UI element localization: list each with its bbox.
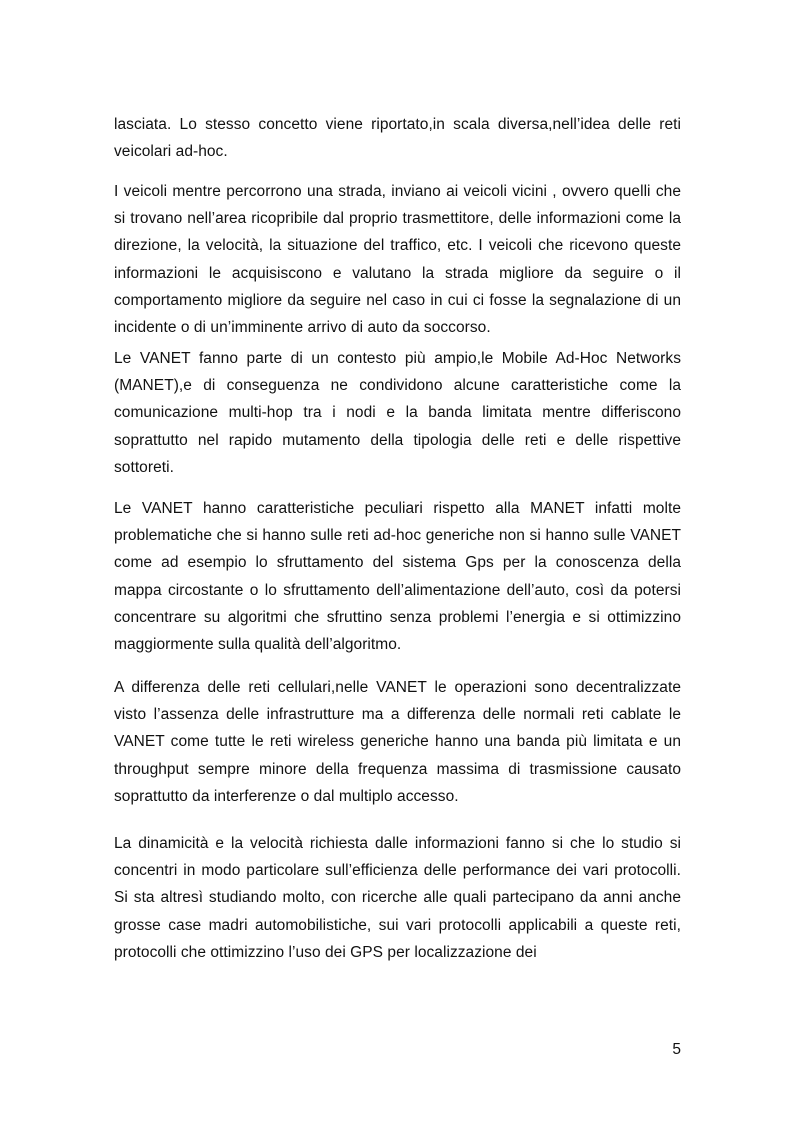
paragraph-5	[114, 674, 681, 810]
paragraph-text: A differenza delle reti cellulari,nelle VANET le operazioni sono decentralizzate visto l’assenza delle infrastrutture ma a differenza delle normali reti cablate le VANET come tutte le reti wireless generiche hanno una banda più limitata e un throughput sempre minore della frequenza massima di trasmissione causato soprattutto da interferenze o dal multiplo accesso.	[114, 679, 681, 805]
paragraph-1	[114, 111, 681, 165]
paragraph-text: Le VANET fanno parte di un contesto più ampio,le Mobile Ad-Hoc Networks (MANET),e di conseguenza ne condividono alcune caratteristiche come la comunicazione multi-hop tra i nodi e la banda limitata mentre differiscono soprattutto nel rapido mutamento della tipologia delle reti e delle rispettive sottoreti.	[114, 350, 681, 476]
page-number: 5	[672, 1041, 681, 1058]
paragraph-4	[114, 495, 681, 658]
paragraph-3	[114, 345, 681, 481]
paragraph-2	[114, 178, 681, 341]
paragraph-text: I veicoli mentre percorrono una strada, inviano ai veicoli vicini , ovvero quelli che si trovano nell’area ricopribile dal proprio trasmettitore, delle informazioni come la direzione, la velocità, la situazione del traffico, etc. I veicoli che ricevono queste informazioni le acquisiscono e valutano la strada migliore da seguire o il comportamento migliore da seguire nel caso in cui ci fosse la segnalazione di un incidente o di un’imminente arrivo di auto da soccorso.	[114, 183, 681, 337]
paragraph-text: lasciata. Lo stesso concetto viene riportato,in scala diversa,nell’idea delle reti veicolari ad-hoc.	[114, 116, 681, 161]
paragraph-text: Le VANET hanno caratteristiche peculiari rispetto alla MANET infatti molte problematiche che si hanno sulle reti ad-hoc generiche non si hanno sulle VANET come ad esempio lo sfruttamento del sistema Gps per la conoscenza della mappa circostante o lo sfruttamento dell’alimentazione dell’auto, così da potersi concentrare su algoritmi che sfruttino senza problemi l’energia e si ottimizzino maggiormente sulla qualità dell’algoritmo.	[114, 500, 681, 654]
paragraph-text: La dinamicità e la velocità richiesta dalle informazioni fanno si che lo studio si concentri in modo particolare sull’efficienza delle performance dei vari protocolli. Si sta altresì studiando molto, con ricerche alle quali partecipano da anni anche grosse case madri automobilistiche, sui vari protocolli applicabili a queste reti, protocolli che ottimizzino l’uso dei GPS per localizzazione dei	[114, 835, 681, 961]
paragraph-6	[114, 830, 681, 966]
